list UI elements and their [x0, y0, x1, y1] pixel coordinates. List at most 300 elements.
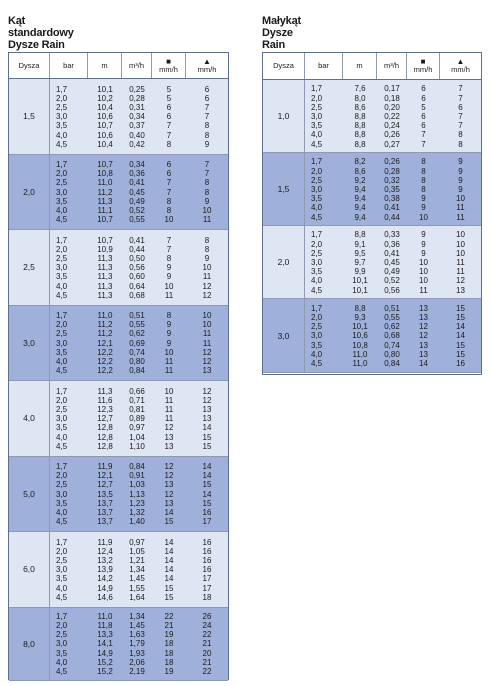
table-row [305, 350, 481, 359]
table-row [50, 593, 228, 602]
cell-flow: 1,13 [129, 489, 145, 499]
cell-precip-square: 8 [166, 253, 172, 263]
cell-flow: 0,89 [129, 414, 145, 424]
table-row [50, 121, 228, 130]
table-row [50, 263, 228, 272]
cell-radius: 11,3 [97, 281, 113, 291]
table-row [50, 169, 228, 178]
table-row [50, 245, 228, 254]
cell-radius: 8,8 [354, 230, 366, 240]
cell-precip-square: 18 [164, 648, 174, 658]
cell-flow: 0,55 [129, 215, 145, 225]
cell-flow: 0,41 [384, 203, 400, 213]
cell-pressure: 3,0 [56, 263, 68, 273]
cell-precip-square: 9 [421, 239, 426, 249]
table-row [50, 462, 228, 471]
cell-flow: 0,80 [129, 357, 145, 367]
cell-precip-square: 8 [166, 206, 172, 216]
cell-pressure: 3,0 [311, 111, 323, 121]
table-row [305, 286, 481, 295]
column-header-tri [186, 53, 228, 78]
column-header-label: mm/h [413, 65, 433, 74]
cell-precip-square: 7 [166, 244, 172, 254]
cell-precip-square: 7 [421, 139, 426, 149]
cell-precip-triangle: 16 [202, 546, 212, 556]
square-symbol-icon: ■ [420, 57, 426, 66]
cell-precip-triangle: 12 [202, 347, 212, 357]
table-row [305, 258, 481, 267]
cell-precip-triangle: 12 [202, 395, 212, 405]
column-header-dysza [9, 53, 50, 78]
cell-pressure: 4,0 [56, 130, 68, 140]
cell-radius: 13,3 [97, 630, 113, 640]
table-row [50, 423, 228, 432]
cell-precip-square: 14 [164, 546, 174, 556]
cell-precip-triangle: 7 [204, 112, 210, 122]
cell-pressure: 1,7 [56, 311, 68, 321]
cell-pressure: 2,5 [311, 102, 323, 112]
cell-precip-triangle: 21 [202, 639, 212, 649]
cell-flow: 0,38 [384, 194, 400, 204]
cell-precip-square: 9 [421, 248, 426, 258]
cell-precip-triangle: 7 [458, 93, 463, 103]
cell-radius: 12,2 [97, 366, 113, 376]
cell-precip-triangle: 7 [458, 121, 463, 131]
cell-flow: 0,28 [129, 93, 145, 103]
column-header-label: m³/h [384, 61, 399, 70]
table-row [305, 176, 481, 185]
cell-precip-triangle: 9 [458, 166, 463, 176]
cell-pressure: 4,0 [56, 281, 68, 291]
cell-pressure: 2,5 [56, 480, 68, 490]
cell-flow: 0,33 [384, 230, 400, 240]
cell-flow: 0,20 [384, 102, 400, 112]
cell-flow: 0,62 [129, 329, 145, 339]
cell-flow: 0,55 [129, 320, 145, 330]
table-row [50, 197, 228, 206]
table-row [50, 215, 228, 224]
table-row [50, 471, 228, 480]
nozzle-group [9, 306, 228, 382]
cell-radius: 11,3 [97, 386, 113, 396]
cell-pressure: 3,0 [311, 331, 323, 341]
column-header-label: bar [63, 60, 74, 70]
table-row [50, 160, 228, 169]
cell-pressure: 3,0 [56, 565, 68, 575]
column-header-label: bar [318, 61, 329, 70]
nozzle-group [9, 155, 228, 231]
cell-flow: 0,44 [384, 212, 400, 222]
cell-precip-square: 7 [166, 235, 172, 245]
small-angle-table [262, 52, 482, 375]
cell-precip-triangle: 14 [202, 423, 212, 433]
cell-precip-triangle: 9 [458, 175, 463, 185]
cell-flow: 1,45 [129, 621, 145, 630]
cell-precip-triangle: 14 [202, 489, 212, 499]
cell-pressure: 4,5 [311, 139, 323, 149]
nozzle-size: 2,0 [9, 155, 50, 230]
table-row [50, 639, 228, 648]
cell-precip-triangle: 10 [456, 239, 465, 249]
cell-flow: 0,74 [129, 347, 145, 357]
cell-precip-triangle: 11 [456, 257, 465, 267]
cell-radius: 11,0 [352, 349, 368, 359]
cell-pressure: 2,5 [56, 630, 68, 640]
cell-radius: 13,7 [97, 508, 113, 518]
cell-radius: 10,7 [97, 160, 113, 170]
cell-pressure: 3,5 [311, 340, 323, 350]
cell-flow: 0,66 [129, 386, 145, 396]
cell-precip-square: 10 [419, 212, 428, 222]
table-row [305, 121, 481, 130]
cell-precip-triangle: 6 [458, 102, 463, 112]
cell-flow: 0,84 [384, 359, 400, 368]
cell-precip-square: 15 [164, 517, 174, 527]
cell-precip-triangle: 11 [202, 272, 212, 282]
cell-flow: 1,23 [129, 498, 145, 508]
cell-radius: 11,2 [97, 329, 113, 339]
cell-precip-square: 11 [164, 366, 174, 376]
table-row [50, 140, 228, 149]
cell-precip-triangle: 7 [204, 102, 210, 112]
cell-flow: 0,50 [129, 253, 145, 263]
cell-pressure: 3,0 [56, 414, 68, 424]
cell-precip-square: 6 [421, 111, 426, 121]
cell-pressure: 4,0 [56, 508, 68, 518]
nozzle-group [9, 532, 228, 608]
cell-pressure: 2,0 [311, 93, 323, 103]
cell-precip-triangle: 16 [202, 565, 212, 575]
cell-precip-triangle: 22 [202, 630, 212, 640]
cell-radius: 10,4 [97, 102, 113, 112]
table-row [50, 667, 228, 676]
cell-flow: 0,26 [384, 130, 400, 140]
cell-precip-square: 6 [421, 84, 426, 94]
cell-pressure: 1,7 [56, 160, 68, 170]
cell-flow: 0,55 [384, 313, 400, 322]
cell-radius: 10,6 [352, 331, 368, 341]
cell-pressure: 4,5 [56, 592, 68, 602]
cell-precip-square: 9 [421, 203, 426, 213]
table-header [9, 53, 228, 79]
cell-pressure: 1,7 [56, 537, 68, 547]
table-row [50, 311, 228, 320]
cell-pressure: 2,0 [311, 239, 323, 249]
cell-pressure: 2,0 [56, 546, 68, 556]
cell-precip-square: 9 [421, 230, 426, 240]
cell-flow: 1,55 [129, 583, 145, 593]
table-row [50, 357, 228, 366]
cell-pressure: 3,5 [56, 648, 68, 658]
cell-pressure: 2,0 [56, 621, 68, 630]
cell-flow: 0,91 [129, 471, 145, 481]
cell-precip-triangle: 10 [202, 263, 212, 273]
cell-flow: 0,45 [129, 187, 145, 197]
nozzle-size: 3,0 [263, 299, 305, 372]
cell-pressure: 4,5 [56, 441, 68, 451]
table-row [305, 313, 481, 322]
cell-precip-square: 13 [164, 432, 174, 442]
nozzle-group [263, 153, 481, 226]
cell-pressure: 1,7 [56, 84, 68, 94]
cell-flow: 0,26 [384, 157, 400, 167]
cell-radius: 12,8 [97, 423, 113, 433]
cell-precip-square: 12 [164, 462, 174, 472]
cell-pressure: 1,7 [56, 235, 68, 245]
cell-flow: 0,97 [129, 423, 145, 433]
cell-flow: 0,49 [384, 267, 400, 277]
cell-precip-triangle: 14 [456, 322, 465, 332]
cell-pressure: 2,5 [56, 102, 68, 112]
cell-radius: 9,4 [354, 184, 366, 194]
cell-radius: 14,9 [97, 583, 113, 593]
cell-precip-triangle: 9 [204, 139, 210, 149]
cell-precip-square: 10 [419, 257, 428, 267]
cell-precip-square: 8 [166, 139, 172, 149]
cell-flow: 0,60 [129, 272, 145, 282]
table-row [305, 249, 481, 258]
cell-radius: 10,1 [352, 285, 368, 295]
cell-precip-square: 14 [419, 359, 428, 368]
cell-radius: 8,8 [354, 111, 366, 121]
cell-radius: 11,3 [97, 272, 113, 282]
cell-precip-square: 12 [419, 331, 428, 341]
cell-precip-triangle: 11 [456, 203, 465, 213]
column-header-label: mm/h [197, 64, 217, 74]
cell-radius: 12,1 [97, 338, 113, 348]
cell-flow: 0,42 [129, 139, 145, 149]
cell-radius: 12,7 [97, 480, 113, 490]
cell-flow: 0,49 [129, 196, 145, 206]
cell-flow: 0,17 [384, 84, 400, 94]
cell-precip-square: 8 [166, 196, 172, 206]
cell-precip-triangle: 15 [456, 313, 465, 322]
column-header-m [343, 53, 377, 79]
cell-precip-square: 5 [166, 93, 172, 103]
cell-pressure: 4,5 [311, 212, 323, 222]
cell-precip-square: 12 [164, 471, 174, 481]
cell-pressure: 2,5 [56, 178, 68, 188]
table-row [50, 480, 228, 489]
cell-flow: 1,45 [129, 574, 145, 584]
cell-flow: 0,84 [129, 462, 145, 472]
cell-pressure: 3,5 [56, 121, 68, 131]
cell-precip-triangle: 26 [202, 611, 212, 621]
table-row [305, 130, 481, 139]
table-row [50, 547, 228, 556]
cell-precip-square: 14 [164, 574, 174, 584]
cell-precip-triangle: 13 [456, 285, 465, 295]
table-row [50, 329, 228, 338]
cell-radius: 9,7 [354, 257, 366, 267]
cell-precip-square: 8 [421, 184, 426, 194]
title-line-2: Dysze Rain [8, 39, 65, 51]
table-row [305, 359, 481, 368]
cell-pressure: 4,5 [311, 285, 323, 295]
table-row [50, 658, 228, 667]
cell-precip-triangle: 18 [202, 592, 212, 602]
cell-precip-triangle: 9 [458, 184, 463, 194]
cell-flow: 1,64 [129, 592, 145, 602]
cell-precip-triangle: 15 [202, 441, 212, 451]
cell-pressure: 1,7 [56, 611, 68, 621]
cell-pressure: 2,0 [311, 166, 323, 176]
cell-precip-square: 8 [421, 175, 426, 185]
column-header-bar [305, 53, 343, 79]
table-row [50, 272, 228, 281]
cell-pressure: 3,5 [56, 423, 68, 433]
cell-radius: 15,2 [97, 657, 113, 667]
nozzle-size: 8,0 [9, 608, 50, 680]
cell-flow: 0,44 [129, 244, 145, 254]
cell-radius: 11,3 [97, 263, 113, 273]
cell-pressure: 2,5 [56, 555, 68, 565]
cell-precip-triangle: 10 [202, 206, 212, 216]
cell-flow: 0,34 [129, 112, 145, 122]
cell-radius: 8,8 [354, 130, 366, 140]
cell-radius: 11,3 [97, 196, 113, 206]
cell-radius: 11,0 [352, 359, 368, 368]
table-row [50, 339, 228, 348]
column-header-label: Dysza [18, 60, 40, 70]
cell-precip-square: 10 [164, 215, 174, 225]
cell-flow: 1,04 [129, 432, 145, 442]
cell-flow: 0,18 [384, 93, 400, 103]
nozzle-size: 2,0 [263, 226, 305, 298]
cell-flow: 0,34 [129, 160, 145, 170]
cell-precip-square: 7 [166, 130, 172, 140]
table-row [50, 112, 228, 121]
cell-precip-triangle: 8 [204, 235, 210, 245]
cell-pressure: 1,7 [56, 462, 68, 472]
cell-radius: 13,5 [97, 489, 113, 499]
cell-precip-triangle: 16 [202, 555, 212, 565]
cell-precip-triangle: 9 [204, 253, 210, 263]
cell-precip-triangle: 12 [202, 281, 212, 291]
column-header-label: Dysza [273, 61, 294, 70]
cell-precip-triangle: 14 [456, 331, 465, 341]
cell-radius: 12,7 [97, 414, 113, 424]
cell-precip-triangle: 7 [204, 160, 210, 170]
table-row [50, 387, 228, 396]
cell-radius: 11,3 [97, 253, 113, 263]
cell-precip-triangle: 16 [202, 537, 212, 547]
table-row [50, 236, 228, 245]
cell-precip-square: 13 [419, 313, 428, 322]
table-row [50, 490, 228, 499]
table-row [305, 140, 481, 149]
cell-precip-triangle: 8 [204, 244, 210, 254]
cell-radius: 13,9 [97, 565, 113, 575]
cell-precip-triangle: 12 [202, 357, 212, 367]
cell-radius: 10,9 [97, 244, 113, 254]
cell-pressure: 1,7 [311, 303, 323, 313]
cell-precip-square: 15 [164, 592, 174, 602]
cell-precip-square: 18 [164, 657, 174, 667]
cell-radius: 11,0 [97, 611, 113, 621]
table-row [50, 178, 228, 187]
cell-flow: 0,68 [384, 331, 400, 341]
cell-pressure: 2,0 [56, 244, 68, 254]
cell-pressure: 4,5 [56, 139, 68, 149]
column-header-label: m³/h [129, 60, 144, 70]
cell-precip-triangle: 8 [458, 139, 463, 149]
cell-precip-square: 6 [166, 112, 172, 122]
cell-precip-triangle: 16 [456, 359, 465, 368]
cell-precip-square: 7 [421, 130, 426, 140]
cell-precip-square: 10 [164, 386, 174, 396]
cell-precip-square: 9 [166, 263, 172, 273]
cell-precip-triangle: 6 [204, 93, 210, 103]
cell-flow: 0,35 [384, 184, 400, 194]
table-row [305, 322, 481, 331]
cell-flow: 0,56 [384, 285, 400, 295]
cell-radius: 9,1 [354, 239, 366, 249]
cell-precip-square: 10 [419, 267, 428, 277]
cell-flow: 0,31 [129, 102, 145, 112]
cell-precip-square: 12 [164, 489, 174, 499]
cell-pressure: 2,0 [56, 320, 68, 330]
cell-precip-triangle: 12 [202, 386, 212, 396]
cell-flow: 0,45 [384, 257, 400, 267]
table-row [50, 188, 228, 197]
table-row [50, 433, 228, 442]
cell-radius: 10,7 [97, 215, 113, 225]
cell-precip-square: 6 [421, 121, 426, 131]
cell-flow: 0,24 [384, 121, 400, 131]
cell-flow: 0,36 [129, 169, 145, 179]
table-row [50, 442, 228, 451]
cell-flow: 1,32 [129, 508, 145, 518]
cell-precip-square: 7 [166, 121, 172, 131]
cell-pressure: 3,5 [56, 272, 68, 282]
cell-radius: 7,6 [354, 84, 366, 94]
cell-precip-triangle: 21 [202, 657, 212, 667]
cell-flow: 0,81 [129, 404, 145, 414]
cell-radius: 10,2 [97, 93, 113, 103]
cell-radius: 14,1 [97, 639, 113, 649]
table-row [50, 254, 228, 263]
cell-flow: 0,56 [129, 263, 145, 273]
cell-flow: 0,41 [129, 235, 145, 245]
cell-radius: 9,2 [354, 175, 366, 185]
cell-pressure: 3,0 [311, 257, 323, 267]
cell-precip-triangle: 8 [204, 178, 210, 188]
cell-precip-square: 9 [166, 329, 172, 339]
cell-radius: 9,3 [354, 313, 366, 322]
cell-radius: 15,2 [97, 667, 113, 676]
cell-precip-triangle: 8 [204, 121, 210, 131]
cell-flow: 0,52 [129, 206, 145, 216]
cell-radius: 10,1 [97, 84, 113, 94]
cell-radius: 10,6 [97, 130, 113, 140]
cell-precip-triangle: 11 [202, 338, 212, 348]
nozzle-group [9, 608, 228, 681]
cell-radius: 14,9 [97, 648, 113, 658]
cell-radius: 9,4 [354, 194, 366, 204]
cell-precip-triangle: 15 [456, 349, 465, 359]
cell-flow: 0,27 [384, 139, 400, 149]
nozzle-size: 1,5 [9, 79, 50, 154]
cell-pressure: 2,0 [56, 169, 68, 179]
cell-radius: 10,6 [97, 112, 113, 122]
cell-flow: 0,74 [384, 340, 400, 350]
table-row [305, 213, 481, 222]
column-header-label: m [101, 60, 108, 70]
cell-pressure: 4,5 [56, 667, 68, 676]
cell-flow: 1,10 [129, 441, 145, 451]
table-row [50, 574, 228, 583]
